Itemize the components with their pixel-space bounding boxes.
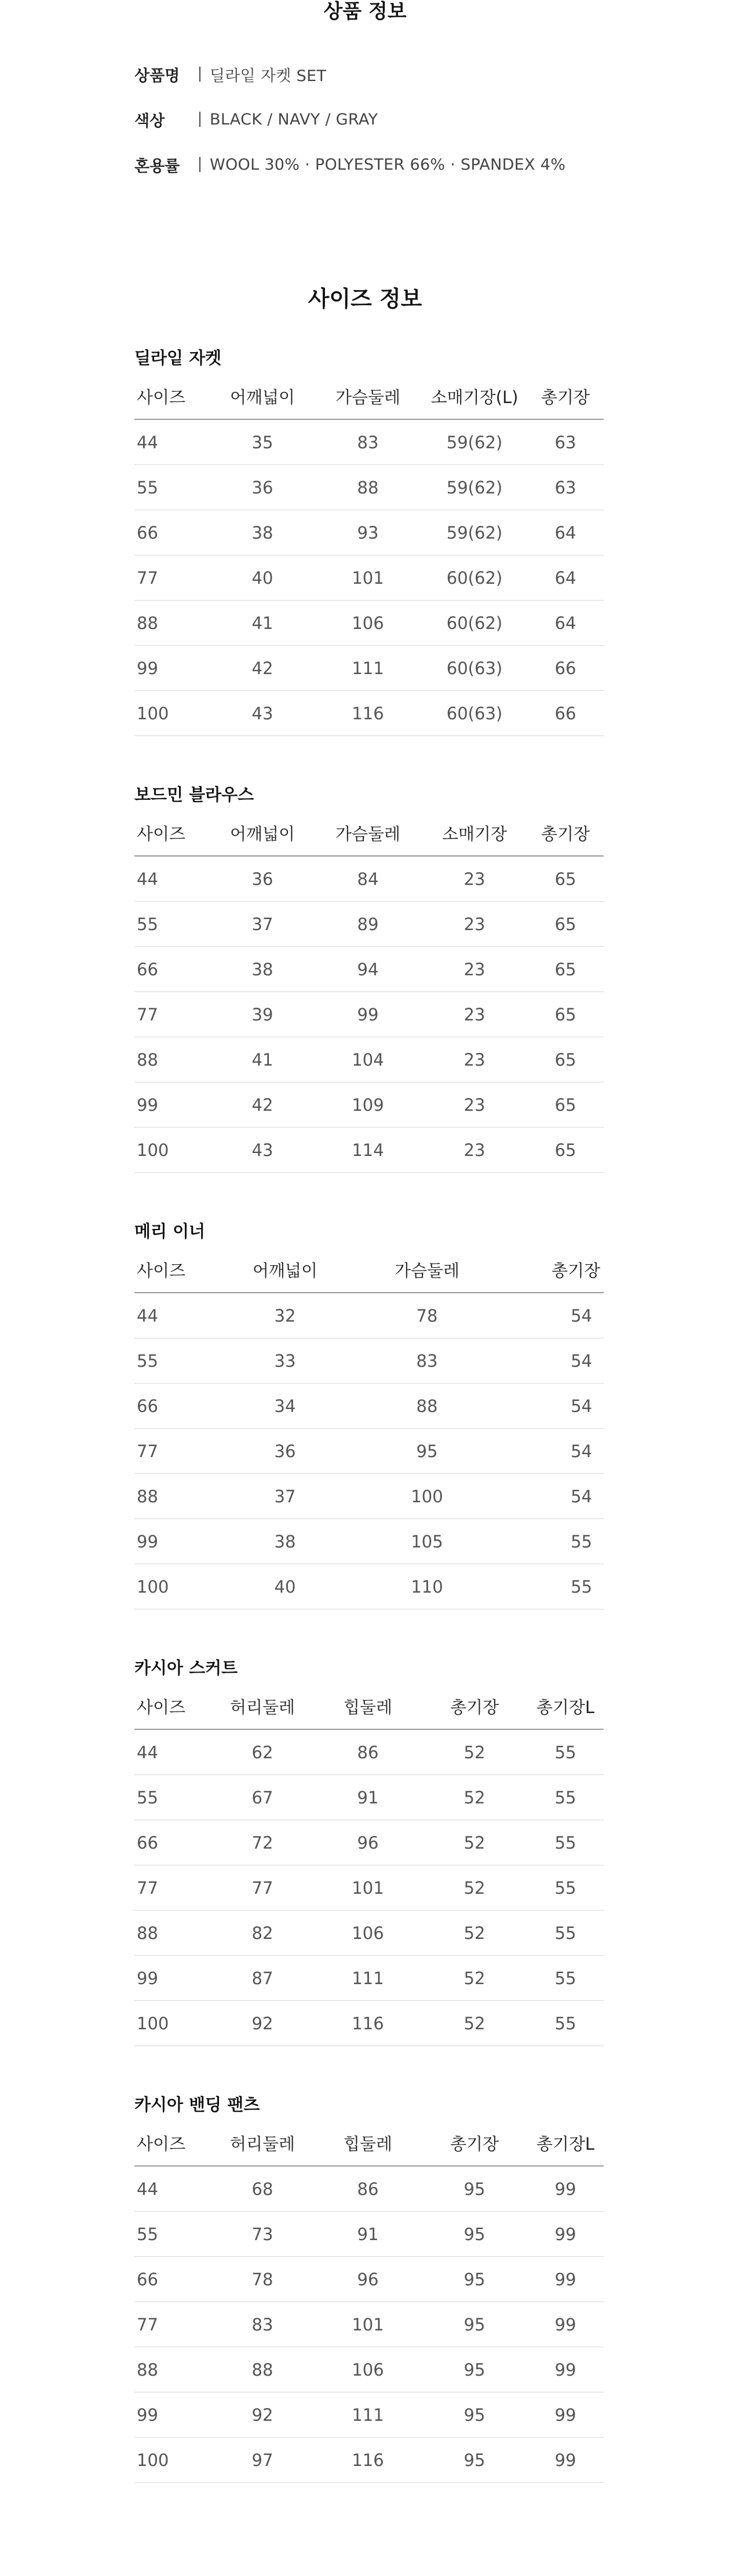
table-cell: 104 (314, 1037, 422, 1082)
table-cell: 36 (216, 1429, 355, 1474)
table-cell: 59(62) (422, 465, 527, 510)
table-cell: 111 (314, 646, 422, 691)
table-cell: 100 (134, 1128, 211, 1173)
table-cell: 116 (314, 691, 422, 736)
table-row (134, 1911, 604, 1956)
table-row (134, 947, 604, 992)
section-title: 보드민 블라우스 (134, 785, 254, 804)
table-row (134, 646, 604, 691)
table-cell: 60(63) (422, 646, 527, 691)
table-cell: 109 (314, 1082, 422, 1128)
table-cell: 43 (211, 1128, 314, 1173)
table-cell: 55 (527, 1775, 604, 1820)
table-row (134, 601, 604, 646)
table-cell: 78 (211, 2257, 314, 2302)
table-cell: 38 (211, 510, 314, 555)
column-header: 총기장L (527, 2121, 604, 2166)
column-header: 사이즈 (134, 811, 211, 856)
table-cell: 95 (422, 2166, 527, 2212)
section-title: 카시아 밴딩 팬츠 (134, 2095, 260, 2114)
table-cell: 55 (134, 2212, 211, 2257)
table-row (134, 2392, 604, 2438)
table-cell: 55 (499, 1519, 604, 1564)
table-row (134, 856, 604, 902)
table-cell: 65 (527, 1082, 604, 1128)
table-cell: 54 (499, 1384, 604, 1429)
table-cell: 111 (314, 2392, 422, 2438)
table-row (134, 902, 604, 947)
table-cell: 64 (527, 555, 604, 601)
table-row (134, 1865, 604, 1911)
size-section-blouse (134, 783, 604, 1173)
column-header: 소매기장(L) (422, 374, 527, 419)
table-row (134, 1729, 604, 1775)
table-cell: 64 (527, 601, 604, 646)
table-cell: 96 (314, 2257, 422, 2302)
table-cell: 88 (134, 601, 211, 646)
table-cell: 116 (314, 2438, 422, 2483)
section-title: 메리 이너 (134, 1221, 206, 1241)
table-cell: 44 (134, 856, 211, 902)
table-cell: 91 (314, 2212, 422, 2257)
table-row (134, 1956, 604, 2001)
table-cell: 100 (134, 2001, 211, 2046)
table-cell: 77 (134, 992, 211, 1037)
size-table (134, 2121, 604, 2483)
table-cell: 55 (134, 902, 211, 947)
column-header: 힙둘레 (314, 2121, 422, 2166)
table-cell: 55 (134, 465, 211, 510)
table-row (134, 419, 604, 465)
table-cell: 78 (355, 1293, 499, 1338)
table-cell: 38 (211, 947, 314, 992)
column-header: 어깨넓이 (216, 1247, 355, 1293)
table-cell: 44 (134, 1293, 216, 1338)
table-row (134, 1384, 604, 1429)
info-row-color (134, 108, 378, 131)
table-cell: 99 (527, 2166, 604, 2212)
table-cell: 36 (211, 465, 314, 510)
table-cell: 54 (499, 1293, 604, 1338)
table-cell: 55 (527, 1820, 604, 1865)
column-header: 가슴둘레 (355, 1247, 499, 1293)
table-cell: 94 (314, 947, 422, 992)
table-cell: 37 (211, 902, 314, 947)
table-cell: 55 (527, 1911, 604, 1956)
table-cell: 67 (211, 1775, 314, 1820)
table-cell: 77 (134, 1429, 216, 1474)
size-section-jacket (134, 346, 604, 736)
table-cell: 95 (422, 2212, 527, 2257)
table-cell: 60(62) (422, 601, 527, 646)
column-header: 허리둘레 (211, 2121, 314, 2166)
column-header: 총기장 (527, 811, 604, 856)
table-cell: 99 (134, 1082, 211, 1128)
table-cell: 38 (216, 1519, 355, 1564)
info-row-material (134, 153, 565, 176)
table-cell: 101 (314, 1865, 422, 1911)
table-row (134, 1082, 604, 1128)
table-cell: 100 (355, 1474, 499, 1519)
table-cell: 77 (134, 555, 211, 601)
table-cell: 105 (355, 1519, 499, 1564)
table-cell: 77 (211, 1865, 314, 1911)
table-cell: 66 (527, 691, 604, 736)
table-cell: 40 (211, 555, 314, 601)
table-cell: 82 (211, 1911, 314, 1956)
table-cell: 40 (216, 1564, 355, 1609)
column-header: 사이즈 (134, 1684, 211, 1729)
table-cell: 65 (527, 992, 604, 1037)
table-cell: 66 (134, 510, 211, 555)
column-header: 사이즈 (134, 1247, 216, 1293)
table-row (134, 510, 604, 555)
table-cell: 60(62) (422, 555, 527, 601)
table-cell: 41 (211, 1037, 314, 1082)
table-cell: 106 (314, 2347, 422, 2392)
table-cell: 65 (527, 856, 604, 902)
table-cell: 55 (527, 1865, 604, 1911)
table-cell: 99 (527, 2212, 604, 2257)
table-row (134, 2347, 604, 2392)
table-cell: 52 (422, 1911, 527, 1956)
table-cell: 52 (422, 1865, 527, 1911)
table-row (134, 2257, 604, 2302)
table-cell: 55 (499, 1564, 604, 1609)
table-cell: 95 (422, 2257, 527, 2302)
table-header-row (134, 1684, 604, 1729)
table-cell: 93 (314, 510, 422, 555)
table-row (134, 1519, 604, 1564)
table-cell: 39 (211, 992, 314, 1037)
table-cell: 95 (422, 2438, 527, 2483)
table-cell: 63 (527, 419, 604, 465)
table-cell: 88 (355, 1384, 499, 1429)
column-header: 사이즈 (134, 374, 211, 419)
table-cell: 110 (355, 1564, 499, 1609)
column-header: 가슴둘레 (314, 811, 422, 856)
table-row (134, 1037, 604, 1082)
column-header: 총기장L (527, 1684, 604, 1729)
column-header: 총기장 (499, 1247, 604, 1293)
table-cell: 34 (216, 1384, 355, 1429)
table-cell: 99 (527, 2302, 604, 2347)
table-cell: 23 (422, 992, 527, 1037)
table-cell: 60(63) (422, 691, 527, 736)
table-cell: 54 (499, 1474, 604, 1519)
table-row (134, 1293, 604, 1338)
table-row (134, 1338, 604, 1384)
table-cell: 68 (211, 2166, 314, 2212)
table-cell: 65 (527, 1037, 604, 1082)
product-info-title: 상품 정보 (323, 0, 407, 23)
column-header: 총기장 (527, 374, 604, 419)
table-cell: 59(62) (422, 510, 527, 555)
table-row (134, 1474, 604, 1519)
table-row (134, 2212, 604, 2257)
table-cell: 23 (422, 947, 527, 992)
table-row (134, 1820, 604, 1865)
column-header: 사이즈 (134, 2121, 211, 2166)
size-table (134, 1684, 604, 2046)
table-cell: 63 (527, 465, 604, 510)
table-cell: 52 (422, 1775, 527, 1820)
table-cell: 99 (314, 992, 422, 1037)
section-title: 카시아 스커트 (134, 1658, 238, 1678)
table-cell: 55 (134, 1338, 216, 1384)
table-cell: 88 (134, 1037, 211, 1082)
table-cell: 65 (527, 947, 604, 992)
table-cell: 23 (422, 902, 527, 947)
table-cell: 88 (211, 2347, 314, 2392)
table-cell: 66 (134, 1384, 216, 1429)
column-header: 총기장 (422, 2121, 527, 2166)
table-cell: 111 (314, 1956, 422, 2001)
table-cell: 52 (422, 2001, 527, 2046)
table-cell: 100 (134, 2438, 211, 2483)
table-cell: 83 (211, 2302, 314, 2347)
table-cell: 97 (211, 2438, 314, 2483)
table-cell: 66 (134, 1820, 211, 1865)
table-cell: 54 (499, 1429, 604, 1474)
table-row (134, 691, 604, 736)
table-cell: 106 (314, 601, 422, 646)
table-cell: 99 (527, 2392, 604, 2438)
table-cell: 54 (499, 1338, 604, 1384)
table-row (134, 2166, 604, 2212)
column-header: 총기장 (422, 1684, 527, 1729)
table-cell: 116 (314, 2001, 422, 2046)
table-row (134, 465, 604, 510)
table-cell: 55 (134, 1775, 211, 1820)
info-value: WOOL 30% · POLYESTER 66% · SPANDEX 4% (210, 155, 566, 174)
table-cell: 114 (314, 1128, 422, 1173)
table-cell: 99 (134, 1519, 216, 1564)
column-header: 가슴둘레 (314, 374, 422, 419)
size-table (134, 811, 604, 1173)
table-cell: 55 (527, 1956, 604, 2001)
table-cell: 42 (211, 646, 314, 691)
divider (199, 157, 200, 172)
table-cell: 86 (314, 1729, 422, 1775)
table-cell: 23 (422, 1037, 527, 1082)
table-cell: 36 (211, 856, 314, 902)
info-label: 혼용률 (134, 157, 180, 175)
table-cell: 64 (527, 510, 604, 555)
table-cell: 23 (422, 1082, 527, 1128)
divider (199, 67, 200, 82)
table-cell: 23 (422, 1128, 527, 1173)
table-cell: 23 (422, 856, 527, 902)
table-row (134, 1775, 604, 1820)
column-header: 소매기장 (422, 811, 527, 856)
table-cell: 95 (422, 2347, 527, 2392)
table-row (134, 2438, 604, 2483)
table-cell: 89 (314, 902, 422, 947)
table-header-row (134, 374, 604, 419)
table-cell: 62 (211, 1729, 314, 1775)
table-cell: 91 (314, 1775, 422, 1820)
table-cell: 41 (211, 601, 314, 646)
table-cell: 86 (314, 2166, 422, 2212)
table-cell: 55 (527, 2001, 604, 2046)
table-cell: 99 (134, 1956, 211, 2001)
table-cell: 59(62) (422, 419, 527, 465)
size-info-title: 사이즈 정보 (308, 286, 422, 312)
table-row (134, 2001, 604, 2046)
table-cell: 33 (216, 1338, 355, 1384)
table-cell: 77 (134, 2302, 211, 2347)
table-cell: 32 (216, 1293, 355, 1338)
table-row (134, 992, 604, 1037)
table-cell: 55 (527, 1729, 604, 1775)
table-cell: 52 (422, 1956, 527, 2001)
info-value: 딜라잍 자켓 SET (210, 67, 327, 85)
table-cell: 88 (134, 1474, 216, 1519)
table-cell: 65 (527, 902, 604, 947)
info-label: 상품명 (134, 67, 180, 85)
table-cell: 42 (211, 1082, 314, 1128)
table-cell: 65 (527, 1128, 604, 1173)
table-cell: 99 (527, 2438, 604, 2483)
table-cell: 101 (314, 2302, 422, 2347)
info-value: BLACK / NAVY / GRAY (210, 110, 378, 129)
table-cell: 83 (314, 419, 422, 465)
table-cell: 99 (134, 2392, 211, 2438)
table-row (134, 2302, 604, 2347)
table-cell: 88 (134, 1911, 211, 1956)
size-section-skirt (134, 1656, 604, 2046)
table-header-row (134, 811, 604, 856)
table-cell: 73 (211, 2212, 314, 2257)
table-cell: 92 (211, 2392, 314, 2438)
table-row (134, 555, 604, 601)
table-cell: 99 (134, 646, 211, 691)
size-section-pants (134, 2093, 604, 2483)
table-cell: 66 (527, 646, 604, 691)
table-cell: 95 (422, 2302, 527, 2347)
size-table (134, 1247, 604, 1609)
table-cell: 43 (211, 691, 314, 736)
table-header-row (134, 2121, 604, 2166)
table-row (134, 1128, 604, 1173)
table-header-row (134, 1247, 604, 1293)
table-cell: 100 (134, 691, 211, 736)
table-cell: 44 (134, 419, 211, 465)
size-section-inner (134, 1220, 604, 1609)
table-cell: 35 (211, 419, 314, 465)
table-cell: 44 (134, 1729, 211, 1775)
table-cell: 100 (134, 1564, 216, 1609)
table-cell: 101 (314, 555, 422, 601)
table-row (134, 1429, 604, 1474)
table-cell: 77 (134, 1865, 211, 1911)
table-cell: 83 (355, 1338, 499, 1384)
table-cell: 88 (314, 465, 422, 510)
table-cell: 99 (527, 2257, 604, 2302)
table-cell: 84 (314, 856, 422, 902)
table-cell: 52 (422, 1820, 527, 1865)
table-cell: 95 (355, 1429, 499, 1474)
column-header: 힙둘레 (314, 1684, 422, 1729)
table-cell: 66 (134, 2257, 211, 2302)
table-cell: 106 (314, 1911, 422, 1956)
size-table (134, 374, 604, 736)
column-header: 어깨넓이 (211, 374, 314, 419)
table-cell: 72 (211, 1820, 314, 1865)
info-label: 색상 (134, 112, 165, 130)
table-cell: 95 (422, 2392, 527, 2438)
table-cell: 52 (422, 1729, 527, 1775)
table-row (134, 1564, 604, 1609)
column-header: 어깨넓이 (211, 811, 314, 856)
table-cell: 87 (211, 1956, 314, 2001)
table-cell: 88 (134, 2347, 211, 2392)
table-cell: 44 (134, 2166, 211, 2212)
table-cell: 96 (314, 1820, 422, 1865)
table-cell: 37 (216, 1474, 355, 1519)
table-cell: 99 (527, 2347, 604, 2392)
table-cell: 66 (134, 947, 211, 992)
info-row-product-name (134, 63, 326, 86)
column-header: 허리둘레 (211, 1684, 314, 1729)
table-cell: 92 (211, 2001, 314, 2046)
divider (199, 112, 200, 127)
section-title: 딜라잍 자켓 (134, 348, 222, 368)
